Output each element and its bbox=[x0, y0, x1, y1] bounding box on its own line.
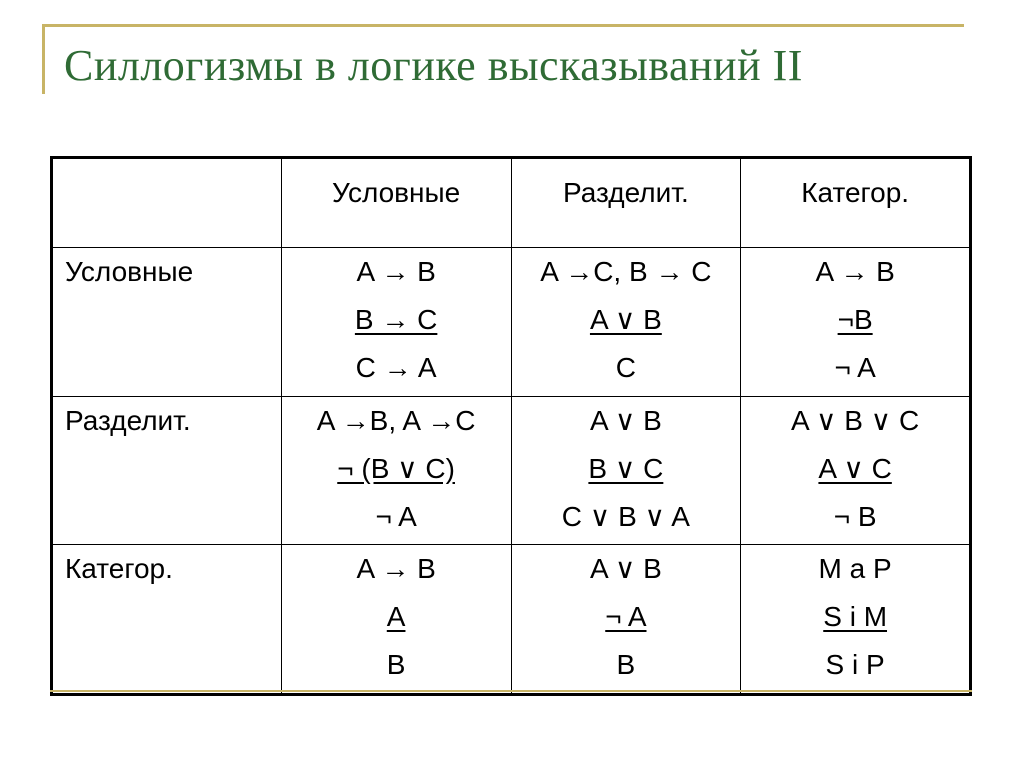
premise-1: A →C, B → C bbox=[540, 256, 712, 287]
premise-1: A →B, A →C bbox=[316, 404, 476, 436]
premise-1: A ∨ B bbox=[589, 553, 662, 585]
conclusion: ¬ A bbox=[375, 500, 417, 532]
premise-2: S i M bbox=[823, 601, 888, 633]
table-header-row bbox=[52, 158, 971, 248]
conclusion: C → A bbox=[355, 352, 437, 383]
conclusion: ¬ B bbox=[833, 500, 877, 532]
premise-2: B → C bbox=[354, 304, 438, 335]
conclusion: B bbox=[616, 649, 636, 681]
premise-2: A ∨ B bbox=[589, 304, 662, 335]
conclusion: B bbox=[386, 649, 406, 681]
row-label-conditional: Условные bbox=[52, 248, 282, 397]
row-label-disjunctive: Разделит. bbox=[52, 396, 282, 545]
header-conditional: Условные bbox=[281, 158, 511, 248]
header-corner bbox=[52, 158, 282, 248]
premise-1: A → B bbox=[356, 553, 436, 585]
premise-2: A bbox=[386, 601, 406, 633]
cell-conditional-conditional bbox=[281, 248, 511, 397]
table-row bbox=[52, 545, 971, 695]
table-row bbox=[52, 248, 971, 397]
syllogism-table bbox=[50, 156, 972, 696]
cell-disjunctive-disjunctive bbox=[511, 396, 741, 545]
row-label-categorical: Категор. bbox=[52, 545, 282, 695]
slide-title: Силлогизмы в логике высказываний II bbox=[64, 41, 803, 90]
table-row bbox=[52, 396, 971, 545]
cell-disjunctive-conditional bbox=[281, 396, 511, 545]
premise-2: ¬ (B ∨ C) bbox=[337, 452, 455, 484]
premise-1: A ∨ B ∨ C bbox=[791, 404, 920, 436]
title-rule-top bbox=[44, 24, 964, 27]
premise-2: B ∨ C bbox=[588, 452, 664, 484]
premise-2: ¬ A bbox=[605, 601, 647, 633]
conclusion: S i P bbox=[825, 649, 885, 681]
conclusion: ¬ A bbox=[834, 352, 876, 383]
premise-2: A ∨ C bbox=[818, 452, 892, 484]
cell-conditional-categorical bbox=[741, 248, 971, 397]
title-rule-left bbox=[42, 24, 45, 94]
premise-1: A → B bbox=[815, 256, 895, 287]
premise-1: A → B bbox=[356, 256, 436, 287]
header-disjunctive: Разделит. bbox=[511, 158, 741, 248]
table-rule-bottom bbox=[50, 690, 972, 692]
cell-conditional-disjunctive bbox=[511, 248, 741, 397]
header-categorical: Категор. bbox=[741, 158, 971, 248]
premise-1: M a P bbox=[818, 553, 892, 585]
premise-2: ¬B bbox=[837, 304, 873, 335]
conclusion: C ∨ B ∨ A bbox=[561, 500, 690, 532]
cell-disjunctive-categorical bbox=[741, 396, 971, 545]
cell-categorical-conditional bbox=[281, 545, 511, 695]
cell-categorical-disjunctive bbox=[511, 545, 741, 695]
premise-1: A ∨ B bbox=[589, 404, 662, 436]
syllogism-table-container bbox=[50, 156, 972, 696]
cell-categorical-categorical bbox=[741, 545, 971, 695]
conclusion: C bbox=[615, 352, 636, 383]
